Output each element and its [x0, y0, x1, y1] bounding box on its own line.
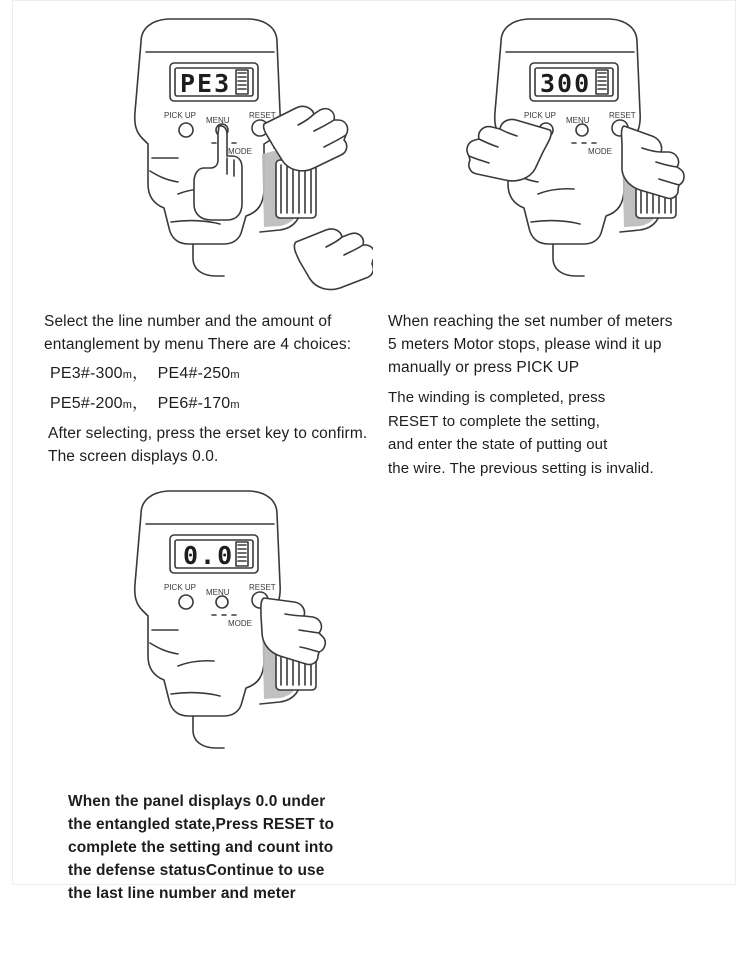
label-pickup: PICK UP — [164, 111, 197, 120]
label-mode: MODE — [228, 619, 252, 628]
device-illustration-pe3 — [28, 8, 373, 298]
panel-reaching-set-meters — [388, 8, 733, 482]
spec-row: PE3#-300m， PE4#-250m — [50, 364, 240, 382]
caption-line: The screen displays 0.0. — [48, 447, 219, 465]
caption-line: The winding is completed, press — [388, 388, 606, 406]
hand-pointer-spool — [294, 229, 373, 290]
caption-line: 5 meters Motor stops, please wind it up — [388, 335, 662, 353]
spec-unit: m — [230, 368, 240, 381]
caption-select-line-number — [44, 312, 374, 468]
label-reset: RESET — [249, 583, 276, 592]
device-illustration-zero — [28, 490, 373, 780]
spec-name: PE4#-250 — [157, 364, 231, 382]
panel-select-line-number — [28, 8, 373, 470]
caption-line: RESET to complete the setting, — [388, 412, 600, 430]
label-menu: MENU — [566, 116, 590, 125]
label-menu: MENU — [206, 588, 230, 597]
caption-line: the last line number and meter — [68, 884, 296, 902]
caption-line: and enter the state of putting out — [388, 436, 608, 454]
spec-name: PE6#-170 — [157, 394, 231, 412]
device-illustration-300 — [388, 8, 733, 298]
caption-line: Select the line number and the amount of — [44, 313, 332, 330]
caption-panel-displays-zero — [68, 792, 368, 905]
label-menu: MENU — [206, 116, 230, 125]
spec-unit: m — [122, 398, 133, 411]
caption-line: the wire. The previous setting is invalid. — [388, 460, 654, 478]
label-mode: MODE — [588, 147, 612, 156]
display-value: 0.0 — [183, 541, 235, 570]
label-reset: RESET — [249, 111, 276, 120]
caption-line: After selecting, press the erset key to confirm. — [48, 424, 368, 442]
caption-reaching-set-meters — [388, 312, 718, 480]
label-pickup: PICK UP — [164, 583, 197, 592]
hand-pointer-pickup — [467, 119, 551, 180]
hand-pointer-menu — [194, 126, 242, 220]
display-value: 300 — [540, 69, 592, 98]
caption-line: the entangled state,Press RESET to — [68, 815, 335, 833]
panel-panel-displays-zero — [28, 490, 373, 907]
display-value: PE3 — [180, 69, 232, 98]
caption-line: complete the setting and count into — [68, 838, 334, 856]
label-pickup: PICK UP — [524, 111, 557, 120]
caption-line: entanglement by menu There are 4 choices: — [44, 335, 352, 353]
spec-name: PE5#-200 — [50, 394, 123, 412]
caption-line: the defense statusContinue to use — [68, 861, 325, 879]
spec-name: PE3#-300 — [50, 364, 123, 382]
caption-line: manually or press PICK UP — [388, 358, 580, 376]
label-reset: RESET — [609, 111, 636, 120]
label-mode: MODE — [228, 147, 252, 156]
spec-row: PE5#-200m， PE6#-170m — [50, 394, 240, 412]
caption-line: When reaching the set number of meters — [388, 313, 673, 330]
spec-unit: m — [230, 398, 240, 411]
caption-line: When the panel displays 0.0 under — [68, 793, 326, 810]
spec-unit: m — [122, 368, 133, 381]
